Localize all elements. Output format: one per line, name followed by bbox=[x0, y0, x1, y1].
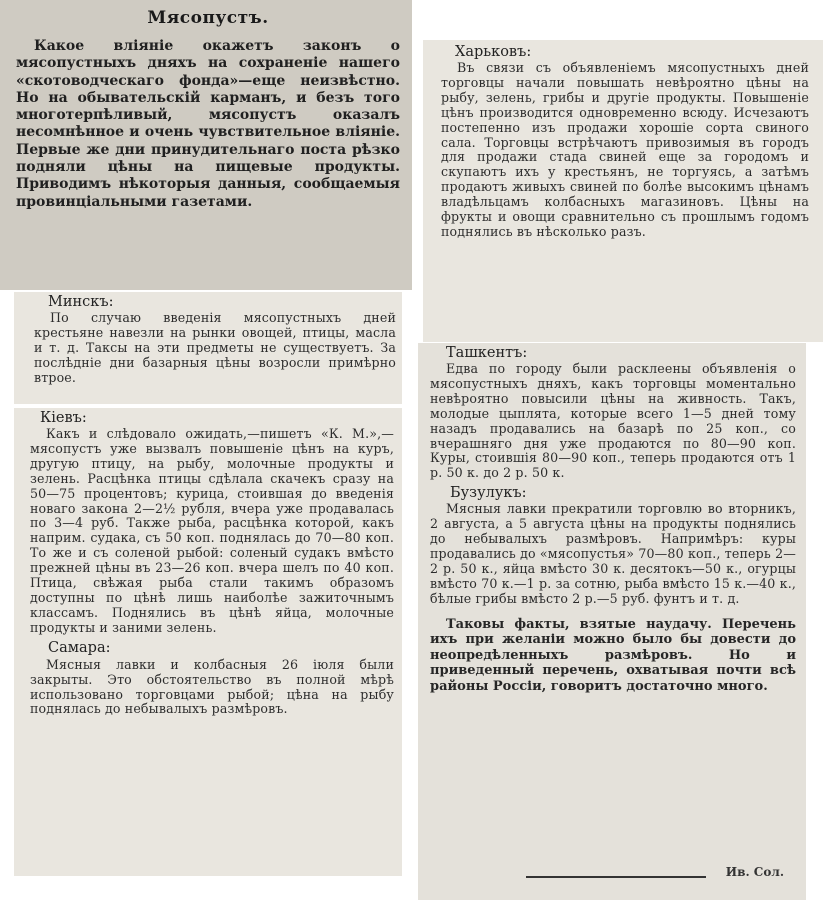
article-title: Мясопустъ. bbox=[147, 8, 269, 28]
kharkov-heading: Харьковъ: bbox=[455, 44, 532, 60]
article-intro: Какое вліяніе окажетъ законъ о мясопустныхъ дняхъ на сохраненіе нашего «скотоводческаго фонда»—еще неизвѣстно. Но на обывательскій карманъ, и безъ того многотерпѣливый, мясопустъ оказалъ несомнѣнное и очень чувствительное вліяніе. Первые же дни принудительнаго поста рѣзко подняли цѣны на пищевые продукты. Приводимъ нѣкоторыя данныя, сообщаемыя провинціальными газетами. bbox=[16, 38, 400, 210]
kiev-text: Какъ и слѣдовало ожидать,—пишетъ «К. М.»,—мясопустъ уже вызвалъ повышеніе цѣнъ на куръ, другую птицу, на рыбу, молочные продукты и зелень. Расцѣнка птицы сдѣлала скачекъ сразу на 50—75 процентовъ; курица, стоившая до введенія новаго закона 2—2½ рубля, вчера уже продавалась по 3—4 руб. Также рыба, расцѣнка которой, какъ наприм. судака, съ 50 коп. поднялась до 70—80 коп. То же и съ соленой рыбой: соленый судакъ вмѣсто прежней цѣны въ 23—26 коп. вчера шелъ по 40 коп. Птица, свѣжая рыба стали такимъ образомъ доступны по цѣнѣ лишь наиболѣе зажиточнымъ классамъ. Поднялись въ цѣнѣ яйца, молочные продукты и заними зелень. bbox=[30, 426, 394, 635]
minsk-heading: Минскъ: bbox=[48, 294, 114, 310]
samara-text: Мясныя лавки и колбасныя 26 іюля были закрыты. Это обстоятельство въ полной мѣрѣ использовано торговцами рыбой; цѣна на рыбу поднялась до небывалыхъ размѣровъ. bbox=[30, 656, 394, 717]
end-rule bbox=[526, 876, 706, 878]
kharkov-clipping bbox=[423, 40, 823, 342]
kiev-heading: Кіевъ: bbox=[40, 410, 87, 426]
tashkent-text: Едва по городу были расклеены объявленія о мясопустныхъ дняхъ, какъ торговцы моментально невѣроятно повысили цѣны на живность. Такъ, молодые цыплята, которые всего 1—5 дней тому назадъ продавались на базарѣ по 25 коп., со вчерашняго дня уже продаются по 80—90 коп. Куры, стоившія 80—90 коп., теперь продаются отъ 1 р. 50 к. до 2 р. 50 к. bbox=[430, 361, 796, 481]
minsk-text: По случаю введенія мясопустныхъ дней крестьяне навезли на рынки овощей, птицы, масла и т. д. Таксы на эти предметы не существуетъ. За послѣдніе дни базарныя цѣны возросли примѣрно втрое. bbox=[34, 310, 396, 385]
kharkov-text: Въ связи съ объявленіемъ мясопустныхъ дней торговцы начали повышать невѣроятно цѣны на рыбу, зелень, грибы и другіе продукты. Повышеніе цѣнъ производится одновременно всюду. Исчезаютъ постепенно изъ продажи хорошіе сорта свиного сала. Торговцы встрѣчаютъ привозимыя въ городъ для продажи стада свиней еще за городомъ и скупаютъ ихъ у крестьянъ, не торгуясь, а затѣмъ продаютъ живыхъ свиней по болѣе высокимъ цѣнамъ владѣльцамъ колбасныхъ магазиновъ. Цѣны на фрукты и овощи сравнительно съ прошлымъ годомъ поднялись въ нѣсколько разъ. bbox=[441, 60, 809, 239]
buzuluk-text: Мясныя лавки прекратили торговлю во вторникъ, 2 августа, а 5 августа цѣны на продукты поднялись до небывалыхъ размѣровъ. Напримѣръ: куры продавались до «мясопустья» 70—80 коп., теперь 2—2 р. 50 к., яйца вмѣсто 30 к. десятокъ—50 к., огурцы вмѣсто 70 к.—1 р. за сотню, рыба вмѣсто 15 к.—40 к., бѣлые грибы вмѣсто 2 р.—5 руб. фунтъ и т. д. bbox=[430, 501, 796, 606]
tashkent-buzuluk-clipping bbox=[418, 343, 806, 900]
minsk-clipping bbox=[14, 292, 402, 404]
buzuluk-heading: Бузулукъ: bbox=[450, 485, 527, 502]
kiev-samara-clipping bbox=[14, 408, 402, 876]
signature: Ив. Сол. bbox=[725, 865, 784, 879]
tashkent-heading: Ташкентъ: bbox=[446, 345, 528, 361]
intro-clipping bbox=[0, 0, 412, 290]
samara-heading: Самара: bbox=[48, 639, 111, 656]
conclusion-text: Таковы факты, взятые наудачу. Перечень ихъ при желаніи можно было бы довести до неопредѣленныхъ размѣровъ. Но и приведенный перечень, охватывая почти всѣ районы Россіи, говоритъ достаточно много. bbox=[430, 616, 796, 694]
